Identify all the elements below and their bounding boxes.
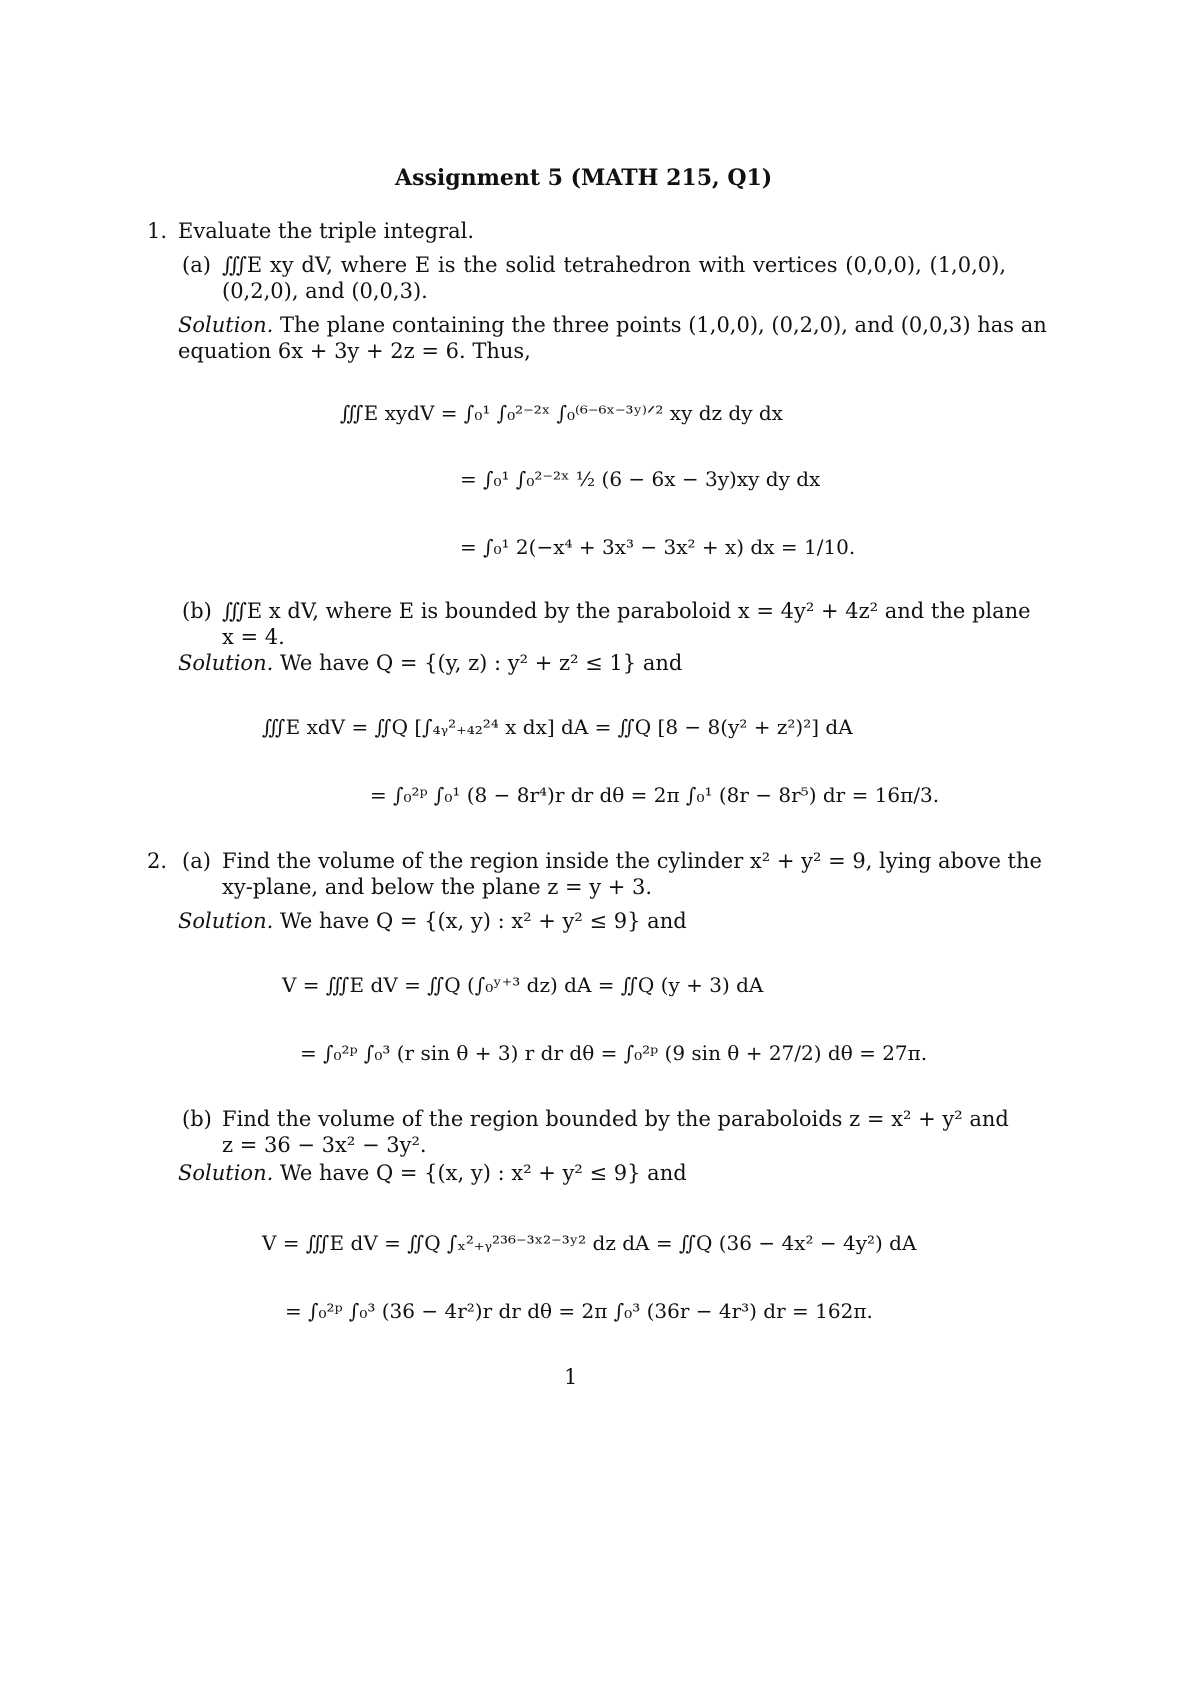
q1a-text-line1: ∭E xy dV, where E is the solid tetrahedron with vertices (0,0,0), (1,0,0), bbox=[222, 253, 1006, 277]
page-number: 1 bbox=[564, 1365, 578, 1389]
solution-label: Solution. bbox=[178, 1161, 274, 1185]
q1b-label: (b) bbox=[182, 599, 212, 623]
solution-label: Solution. bbox=[178, 313, 274, 337]
q1a-solution-line1: Solution. The plane containing the three points (1,0,0), (0,2,0), and (0,0,3) has an bbox=[178, 313, 1047, 337]
q1a-equation-3: = ∫₀¹ 2(−x⁴ + 3x³ − 3x² + x) dx = 1/10. bbox=[460, 535, 856, 559]
q1b-solution-line1: Solution. We have Q = {(y, z) : y² + z² ≤ 1} and bbox=[178, 651, 683, 675]
q2b-text-line1: Find the volume of the region bounded by the paraboloids z = x² + y² and bbox=[222, 1107, 1009, 1131]
q2b-equation-2: = ∫₀²ᵖ ∫₀³ (36 − 4r²)r dr dθ = 2π ∫₀³ (36r − 4r³) dr = 162π. bbox=[285, 1299, 873, 1323]
q1b-equation-1: ∭E xdV = ∬Q [∫₄ᵧ²₊₄₂²⁴ x dx] dA = ∬Q [8 − 8(y² + z²)²] dA bbox=[262, 715, 853, 739]
q1-number: 1. bbox=[147, 219, 168, 243]
page-title: Assignment 5 (MATH 215, Q1) bbox=[395, 165, 773, 191]
q1a-solution-line2: equation 6x + 3y + 2z = 6. Thus, bbox=[178, 339, 531, 363]
q1-prompt: Evaluate the triple integral. bbox=[178, 219, 475, 243]
q2a-text-line1: Find the volume of the region inside the cylinder x² + y² = 9, lying above the bbox=[222, 849, 1042, 873]
q1b-text-line2: x = 4. bbox=[222, 625, 285, 649]
q2b-label: (b) bbox=[182, 1107, 212, 1131]
q1b-text-line1: ∭E x dV, where E is bounded by the paraboloid x = 4y² + 4z² and the plane bbox=[222, 599, 1031, 623]
q2a-equation-1: V = ∭E dV = ∬Q (∫₀ʸ⁺³ dz) dA = ∬Q (y + 3) dA bbox=[282, 973, 764, 997]
q2a-solution-line1: Solution. We have Q = {(x, y) : x² + y² ≤ 9} and bbox=[178, 909, 687, 933]
q2a-label: (a) bbox=[182, 849, 211, 873]
q2a-text-line2: xy-plane, and below the plane z = y + 3. bbox=[222, 875, 653, 899]
q2a-equation-2: = ∫₀²ᵖ ∫₀³ (r sin θ + 3) r dr dθ = ∫₀²ᵖ (9 sin θ + 27/2) dθ = 27π. bbox=[300, 1041, 928, 1065]
q1a-label: (a) bbox=[182, 253, 211, 277]
q2-number: 2. bbox=[147, 849, 168, 873]
q2b-text-line2: z = 36 − 3x² − 3y². bbox=[222, 1133, 427, 1157]
solution-label: Solution. bbox=[178, 909, 274, 933]
q1b-equation-2: = ∫₀²ᵖ ∫₀¹ (8 − 8r⁴)r dr dθ = 2π ∫₀¹ (8r − 8r⁵) dr = 16π/3. bbox=[370, 783, 940, 807]
q1a-equation-2: = ∫₀¹ ∫₀²⁻²ˣ ½ (6 − 6x − 3y)xy dy dx bbox=[460, 467, 821, 491]
q1a-equation-1: ∭E xydV = ∫₀¹ ∫₀²⁻²ˣ ∫₀⁽⁶⁻⁶ˣ⁻³ʸ⁾ᐟ² xy dz dy dx bbox=[340, 401, 783, 425]
q2b-solution-line1: Solution. We have Q = {(x, y) : x² + y² ≤ 9} and bbox=[178, 1161, 687, 1185]
solution-label: Solution. bbox=[178, 651, 274, 675]
q1a-text-line2: (0,2,0), and (0,0,3). bbox=[222, 279, 428, 303]
q2b-equation-1: V = ∭E dV = ∬Q ∫ₓ²₊ᵧ²³⁶⁻³ˣ²⁻³ʸ² dz dA = ∬Q (36 − 4x² − 4y²) dA bbox=[262, 1231, 917, 1255]
